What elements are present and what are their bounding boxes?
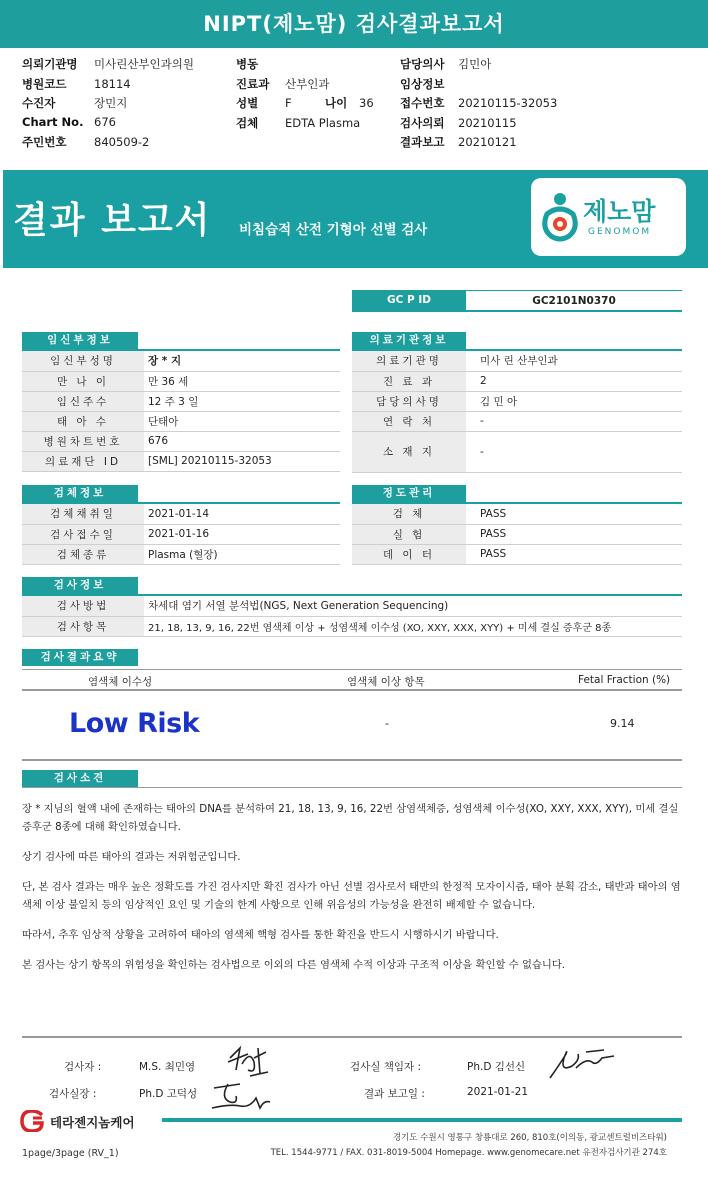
table-row — [352, 371, 682, 391]
header-key: 나이 — [325, 96, 348, 111]
pregnant-info-table — [22, 351, 340, 472]
gcpid-block — [352, 290, 682, 312]
remark-paragraph: 본 검사는 상기 항목의 위험성을 확인하는 검사법으로 이외의 다른 염색체 수적 이상과 구조적 이상을 확인할 수 없습니다. — [22, 959, 566, 971]
row-label: 소 재 지 — [352, 431, 466, 472]
header-value: 장민지 — [94, 96, 128, 111]
row-value: 2021-01-14 — [144, 504, 340, 524]
table-row — [352, 504, 682, 524]
row-value: - — [466, 431, 682, 472]
row-label: 실 험 — [352, 524, 466, 544]
table-row — [22, 504, 340, 524]
row-label: 데 이 터 — [352, 544, 466, 564]
table-row — [22, 616, 682, 636]
tester-name: M.S. 최민영 — [139, 1061, 196, 1073]
banner-title: 결과 보고서 — [13, 200, 212, 241]
header-key: 담당의사 — [400, 57, 445, 71]
row-label: 만 나 이 — [22, 371, 144, 391]
institution-info-section — [352, 332, 682, 473]
section-label: 정도관리 — [352, 485, 466, 502]
row-value: Plasma (혈장) — [144, 544, 340, 564]
report-date-label: 결과 보고일 : — [364, 1088, 425, 1100]
row-label: 진 료 과 — [352, 371, 466, 391]
remark-paragraph: 따라서, 추후 임상적 상황을 고려하여 태아의 염색체 핵형 검사를 통한 확진을 반드시 시행하시기 바랍니다. — [22, 929, 499, 941]
table-row — [22, 524, 340, 544]
header-key: Chart No. — [22, 114, 84, 129]
row-label: 의료기관명 — [352, 351, 466, 371]
header-col-3 — [400, 56, 557, 154]
institution-info-table — [352, 351, 682, 473]
table-row — [352, 431, 682, 472]
logo-text-ko: 제노맘 — [583, 197, 656, 226]
test-info-table — [22, 596, 682, 637]
row-label: 담당의사명 — [352, 391, 466, 411]
row-value: - — [466, 411, 682, 431]
row-value: PASS — [466, 524, 682, 544]
section-label: 의료기관정보 — [352, 332, 466, 349]
report-title: NIPT(제노맘) 검사결과보고서 — [0, 0, 708, 48]
header-key: 의뢰기관명 — [22, 57, 78, 71]
gcpid-value: GC2101N0370 — [466, 290, 682, 310]
table-row — [22, 431, 340, 451]
header-value: 18114 — [94, 76, 131, 91]
remarks-label-wrap — [22, 770, 138, 787]
row-value: 만 36 세 — [144, 371, 340, 391]
summary-col-aneuploidy: 염색체 이수성 — [88, 676, 153, 688]
header-value: 20210115 — [458, 115, 517, 130]
table-row — [22, 596, 682, 616]
header-key: 주민번호 — [22, 135, 67, 150]
table-row — [352, 351, 682, 371]
test-info-section — [22, 577, 682, 637]
header-value: 20210121 — [458, 135, 517, 150]
header-value: F — [285, 96, 292, 111]
remark-paragraph: 단, 본 검사 결과는 매우 높은 정확도를 가진 검사지만 확진 검사가 아닌 선별 검사로서 태반의 한정적 모자이시즘, 태아 분획 감소, 태반과 태아의 염색체 이상 불일치 등의 임상적인 요인 및 기술의 한계 사항으로 인해 위음성의 가능성을 완전히 배제할 수 없습니다. — [22, 881, 681, 911]
row-value: [SML] 20210115-32053 — [144, 451, 340, 471]
page-info: 1page/3page (RV_1) — [22, 1148, 119, 1159]
result-fetal-fraction: 9.14 — [610, 717, 635, 730]
result-abnormal: - — [385, 717, 389, 730]
header-value: 676 — [94, 114, 116, 129]
summary-col-ff: Fetal Fraction (%) — [578, 674, 671, 686]
row-value: 676 — [144, 431, 340, 451]
section-label: 검사소견 — [22, 770, 138, 787]
header-col-1 — [22, 56, 194, 154]
report-banner — [3, 170, 708, 268]
table-row — [22, 371, 340, 391]
tester-label: 검사자 : — [64, 1061, 102, 1073]
summary-header — [22, 669, 682, 691]
row-value: 미사 린 산부인과 — [466, 351, 682, 371]
header-key: 임상정보 — [400, 76, 445, 91]
row-label: 검 체 — [352, 504, 466, 524]
tester-signature — [226, 1044, 270, 1080]
genomom-logo — [531, 178, 686, 256]
row-value: 2021-01-16 — [144, 524, 340, 544]
table-row — [352, 544, 682, 564]
header-value: 36 — [359, 96, 374, 111]
header-key: 병동 — [236, 57, 259, 71]
report-date: 2021-01-21 — [467, 1086, 529, 1098]
qc-section — [352, 485, 682, 565]
table-row — [22, 451, 340, 471]
table-row — [22, 351, 340, 371]
company-address: 경기도 수원시 영통구 창룡대로 260, 810호(이의동, 광교센트럴비즈타워) — [392, 1133, 667, 1143]
row-value: 2 — [466, 371, 682, 391]
row-label: 임신주수 — [22, 391, 144, 411]
header-value: 산부인과 — [285, 76, 330, 91]
director-signature — [210, 1078, 272, 1114]
row-label: 연 락 처 — [352, 411, 466, 431]
result-risk: Low Risk — [69, 708, 200, 739]
row-value: 12 주 3 일 — [144, 391, 340, 411]
company-name: 테라젠지놈케어 — [50, 1115, 135, 1130]
terragen-logo-icon — [20, 1110, 46, 1132]
table-row — [22, 411, 340, 431]
header-value: 20210115-32053 — [458, 96, 558, 111]
row-value: 장 * 지 — [144, 351, 340, 371]
row-value: 차세대 염기 서열 분석법(NGS, Next Generation Sequencing) — [144, 596, 682, 616]
row-label: 의료재단 ID — [22, 451, 144, 471]
header-key: 수진자 — [22, 96, 56, 111]
table-row — [352, 411, 682, 431]
header-key: 검사의뢰 — [400, 115, 445, 130]
gcpid-label: GC P ID — [352, 290, 466, 310]
header-key: 병원코드 — [22, 76, 67, 91]
director-label: 검사실장 : — [49, 1088, 97, 1100]
table-row — [22, 391, 340, 411]
logo-text-en: GENOMOM — [588, 227, 652, 237]
remarks-text — [22, 800, 687, 986]
specimen-info-section — [22, 485, 340, 565]
row-label: 검사방법 — [22, 596, 144, 616]
header-value: 840509-2 — [94, 135, 150, 150]
director-name: Ph.D 고덕성 — [139, 1088, 198, 1100]
banner-subtitle: 비침습적 산전 기형아 선별 검사 — [239, 222, 428, 238]
table-row — [352, 524, 682, 544]
header-key: 접수번호 — [400, 96, 445, 111]
chief-name: Ph.D 김선신 — [467, 1061, 526, 1073]
header-key: 진료과 — [236, 76, 270, 91]
header-col-2 — [236, 56, 374, 134]
header-key: 성별 — [236, 96, 259, 111]
section-label: 검사정보 — [22, 577, 138, 594]
header-value: 미사린산부인과의원 — [94, 57, 194, 71]
chief-label: 검사실 책임자 : — [350, 1061, 422, 1073]
table-row — [352, 391, 682, 411]
section-label: 검사결과요약 — [22, 649, 138, 666]
header-key: 결과보고 — [400, 135, 445, 150]
row-label: 임신부성명 — [22, 351, 144, 371]
row-value: PASS — [466, 504, 682, 524]
remark-paragraph: 장 * 지님의 혈액 내에 존재하는 태아의 DNA를 분석하여 21, 18, 13, 9, 16, 22번 삼염색체증, 성염색체 이수성(XO, XXY, XXX, XYY), 미세 결실 증후군 8종에 대해 확인하였습니다. — [22, 803, 679, 833]
row-value: 김 민 아 — [466, 391, 682, 411]
summary-col-abnormal: 염색체 이상 항목 — [347, 676, 425, 688]
pregnant-info-section — [22, 332, 340, 472]
section-label: 임신부정보 — [22, 332, 138, 349]
row-label: 검사접수일 — [22, 524, 144, 544]
header-value: 김민아 — [458, 57, 492, 71]
company-contact: TEL. 1544-9771 / FAX. 031-8019-5004 Homepage. www.genomecare.net 유전자검사기관 274호 — [270, 1148, 667, 1158]
row-label: 태 아 수 — [22, 411, 144, 431]
header-key: 검체 — [236, 115, 259, 130]
remark-paragraph: 상기 검사에 따른 태아의 결과는 저위험군입니다. — [22, 851, 241, 863]
table-row — [22, 544, 340, 564]
header-value: EDTA Plasma — [285, 115, 361, 130]
row-value: PASS — [466, 544, 682, 564]
section-label: 검체정보 — [22, 485, 138, 502]
row-value: 21, 18, 13, 9, 16, 22번 염색체 이상 + 성염색체 이수성 (XO, XXY, XXX, XYY) + 미세 결실 증후군 8종 — [144, 616, 682, 636]
genomom-logo-icon — [541, 192, 579, 242]
row-label: 검체채취일 — [22, 504, 144, 524]
chief-signature — [546, 1044, 618, 1082]
specimen-info-table — [22, 504, 340, 565]
qc-table — [352, 504, 682, 565]
row-label: 검체종류 — [22, 544, 144, 564]
row-label: 병원차트번호 — [22, 431, 144, 451]
row-value: 단태아 — [144, 411, 340, 431]
row-label: 검사항목 — [22, 616, 144, 636]
summary-section-label-wrap — [22, 649, 138, 666]
